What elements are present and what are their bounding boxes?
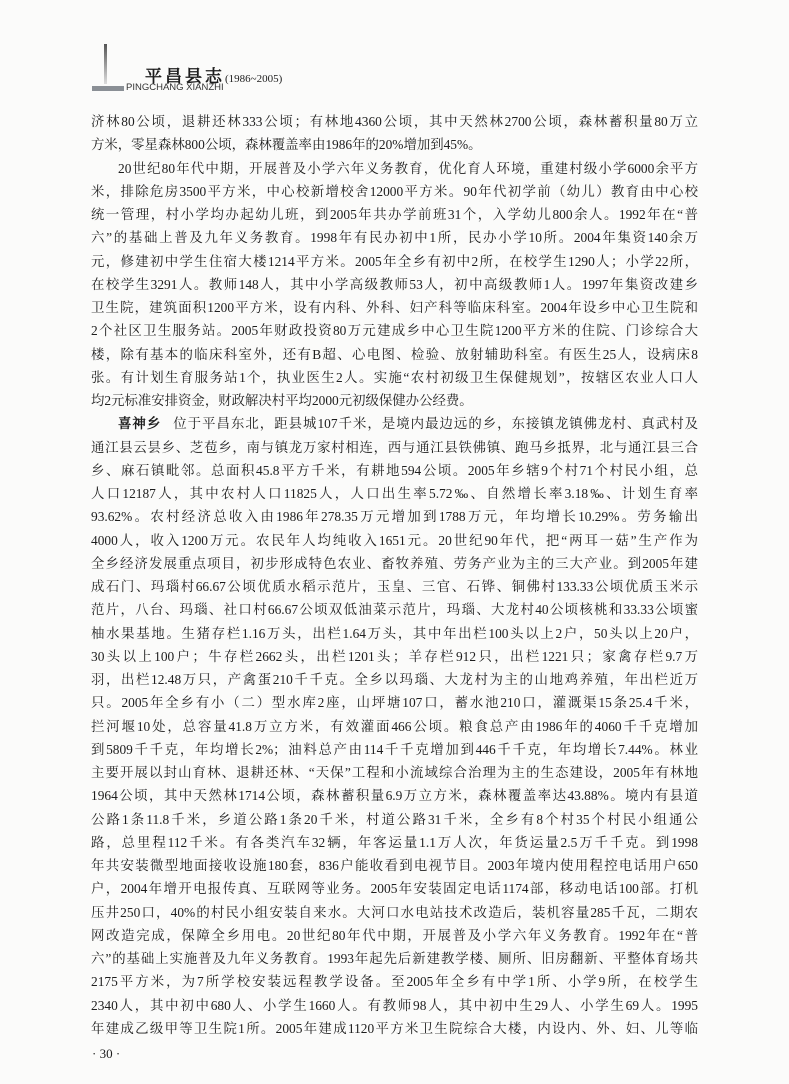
text-line [91, 203, 698, 226]
line-text: 在校学生3291人。教师148人，其中小学高级教师53人，初中高级教师1人。1997年集资改建乡 [91, 276, 698, 292]
text-line [91, 877, 698, 900]
text-line [91, 180, 698, 203]
line-text: 2175平方米，为7所学校安装远程教学设备。至2005年全乡有中学1所、小学9所，在校学生 [91, 974, 698, 990]
text-line [91, 319, 698, 342]
text-line [91, 343, 698, 366]
text-line [91, 924, 698, 947]
text-line [91, 761, 698, 784]
header-logo-stem [104, 44, 107, 84]
page-number: · 30 · [92, 1046, 121, 1061]
line-text: 2个社区卫生服务站。2005年财政投资80万元建成乡中心卫生院1200平方米的住院、门诊综合大 [91, 323, 698, 339]
text-line [91, 552, 698, 575]
text-line [91, 854, 698, 877]
line-text: 柚水果基地。生猪存栏1.16万头，出栏1.64万头，其中年出栏100头以上2户，50头以上20户， [91, 625, 698, 641]
line-text: 年共安装微型地面接收设施180套，836户能收看到电视节目。2003年境内使用程控电话用户650 [91, 858, 698, 873]
line-text: 户，2004年增开电报传真、互联网等业务。2005年安装固定电话1174部，移动电话100部。打机 [91, 881, 698, 897]
text-line [91, 296, 698, 319]
line-text: 张。有计划生育服务站1个，执业医生2人。实施“农村初级卫生保健规划”，按辖区农业人口人 [91, 369, 698, 385]
text-line [91, 901, 698, 924]
body-text [91, 110, 698, 1040]
line-text: 米，排除危房3500平方米，中心校新增校舍12000平方米。90年代初学前（幼儿）教育由中心校 [91, 183, 698, 199]
line-text: 只。2005年全乡有小（二）型水库2座，山坪塘107口，蓄水池210口，灌溉渠15条25.4千米， [91, 695, 698, 711]
running-header-subtitle: PINGCHANG XIANZHI [126, 82, 224, 93]
line-text: 均2元标准安排资金，财政解决村平均2000元初级保健办公经费。 [91, 393, 473, 408]
text-line [91, 668, 698, 691]
book-title: 平昌县志 [145, 67, 225, 86]
text-line [91, 598, 698, 621]
text-line [91, 691, 698, 714]
line-text: 30头以上100户；牛存栏2662头，出栏1201头；羊存栏912只，出栏1221只；家禽存栏9.7万 [91, 648, 698, 664]
line-text: 路，总里程112千米。有各类汽车32辆，年客运量1.1万人次，年货运量2.5万千千克。到1998 [91, 834, 698, 850]
line-text: 方米，零星森林800公顷，森林覆盖率由1986年的20%增加到45%。 [91, 137, 482, 153]
line-text: 年建成乙级甲等卫生院1所。2005年建成1120平方米卫生院综合大楼，内设内、外、妇、儿等临 [91, 1020, 698, 1036]
text-line [91, 738, 698, 761]
line-text: 网改造完成，保障全乡用电。20世纪80年代中期，开展普及小学六年义务教育。1992年在“普 [91, 927, 698, 943]
text-line [91, 784, 698, 807]
text-line [91, 389, 698, 412]
line-text: 成石门、玛瑙村66.67公顷优质水稻示范片，玉皇、三官、石铧、铜佛村133.33公顷优质玉米示 [91, 579, 698, 594]
text-line [91, 436, 698, 459]
text-line [91, 622, 698, 645]
text-line [91, 575, 698, 598]
line-text: 主要开展以封山育林、退耕还林、“天保”工程和小流域综合治理为主的生态建设，2005年有林地 [91, 765, 698, 780]
header-logo-bar [92, 86, 124, 91]
text-line [91, 459, 698, 482]
line-text: 楼，除有基本的临床科室外，还有B超、心电图、检验、放射辅助科室。有医生25人，设病床8 [91, 346, 698, 362]
line-text: 到5809千千克，年均增长2%；油料总产由114千千克增加到446千千克，年均增长7.44%。林业 [91, 741, 698, 757]
text-line [91, 226, 698, 249]
line-text: 93.62%。农村经济总收入由1986年278.35万元增加到1788万元，年均增长10.29%。劳务输出 [91, 509, 698, 525]
text-line [91, 250, 698, 273]
line-text: 人口12187人，其中农村人口11825人，人口出生率5.72‰、自然增长率3.18‰、计划生育率 [91, 486, 698, 501]
line-text: 1964公顷，其中天然林1714公顷，森林蓄积量6.9万立方米，森林覆盖率达43.88%。境内有县道 [91, 788, 698, 804]
line-text: 位于平昌东北，距县城107千米，是境内最边远的乡，东接镇龙镇佛龙村、真武村及 [173, 416, 698, 432]
text-line [91, 505, 698, 528]
line-text: 羽，出栏12.48万只，产禽蛋210千千克。全乡以玛瑙、大龙村为主的山地鸡养殖，年出栏近万 [91, 672, 698, 687]
text-line [91, 831, 698, 854]
text-line [91, 947, 698, 970]
line-text: 卫生院，建筑面积1200平方米，设有内科、外科、妇产科等临床科室。2004年设乡中心卫生院和 [91, 300, 698, 315]
line-text: 通江县云昙乡、芝苞乡，南与镇龙万家村相连，西与通江县铁佛镇、跑马乡抵界，北与通江县三合 [91, 439, 698, 455]
line-text: 乡、麻石镇毗邻。总面积45.8平方千米，有耕地594公顷。2005年乡辖9个村71个村民小组，总 [91, 462, 698, 478]
line-text: 六”的基础上普及九年义务教育。1998年有民办初中1所，民办小学10所。2004年集资140余万 [91, 230, 698, 246]
line-text: 2340人，其中初中680人、小学生1660人。有教师98人，其中初中生29人、小学生69人。1995 [91, 997, 698, 1013]
line-text: 范片，八台、玛瑙、社口村66.67公顷双低油菜示范片，玛瑙、大龙村40公顷核桃和33.33公顷蜜 [91, 602, 698, 618]
text-line [91, 715, 698, 738]
text-line [91, 529, 698, 552]
text-line [91, 645, 698, 668]
line-text: 济林80公顷，退耕还林333公顷；有林地4360公顷，其中天然林2700公顷，森林蓄积量80万立 [91, 114, 698, 129]
text-line [91, 157, 698, 180]
text-line [91, 808, 698, 831]
text-line [91, 110, 698, 133]
text-line [91, 133, 698, 156]
text-line [91, 482, 698, 505]
line-text: 元，修建初中学生住宿大楼1214平方米。2005年全乡有初中2所，在校学生1290人；小学22所， [91, 253, 698, 269]
text-line [91, 366, 698, 389]
book-years: (1986~2005) [225, 73, 283, 85]
text-line [91, 273, 698, 296]
line-text: 压井250口，40%的村民小组安装自来水。大河口水电站技术改造后，装机容量285千瓦，二期农 [91, 904, 698, 920]
text-line [91, 1017, 698, 1040]
section-lead-term: 喜神乡 [118, 416, 162, 432]
text-line [91, 412, 698, 435]
line-text: 统一管理，村小学均办起幼儿班，到2005年共办学前班31个，入学幼儿800余人。1992年在“普 [91, 207, 698, 222]
line-text: 20世纪80年代中期，开展普及小学六年义务教育，优化育人环境，重建村级小学6000余平方 [118, 160, 698, 176]
text-line [91, 994, 698, 1017]
line-text: 公路1条11.8千米，乡道公路1条20千米，村道公路31千米，全乡有8个村35个村民小组通公 [91, 811, 698, 827]
line-text: 4000人，收入1200万元。农民年人均纯收入1651元。20世纪90年代，把“两耳一菇”生产作为 [91, 532, 698, 548]
text-line [91, 970, 698, 993]
line-text: 全乡经济发展重点项目，初步形成特色农业、畜牧养殖、劳务产业为主的三大产业。到2005年建 [91, 555, 698, 571]
line-text: 拦河堰10处，总容量41.8万立方米，有效灌面466公顷。粮食总产由1986年的4060千千克增加 [91, 718, 698, 734]
line-text: 六”的基础上实施普及九年义务教育。1993年起先后新建教学楼、厕所、旧房翻新、平整体育场共 [91, 951, 698, 966]
